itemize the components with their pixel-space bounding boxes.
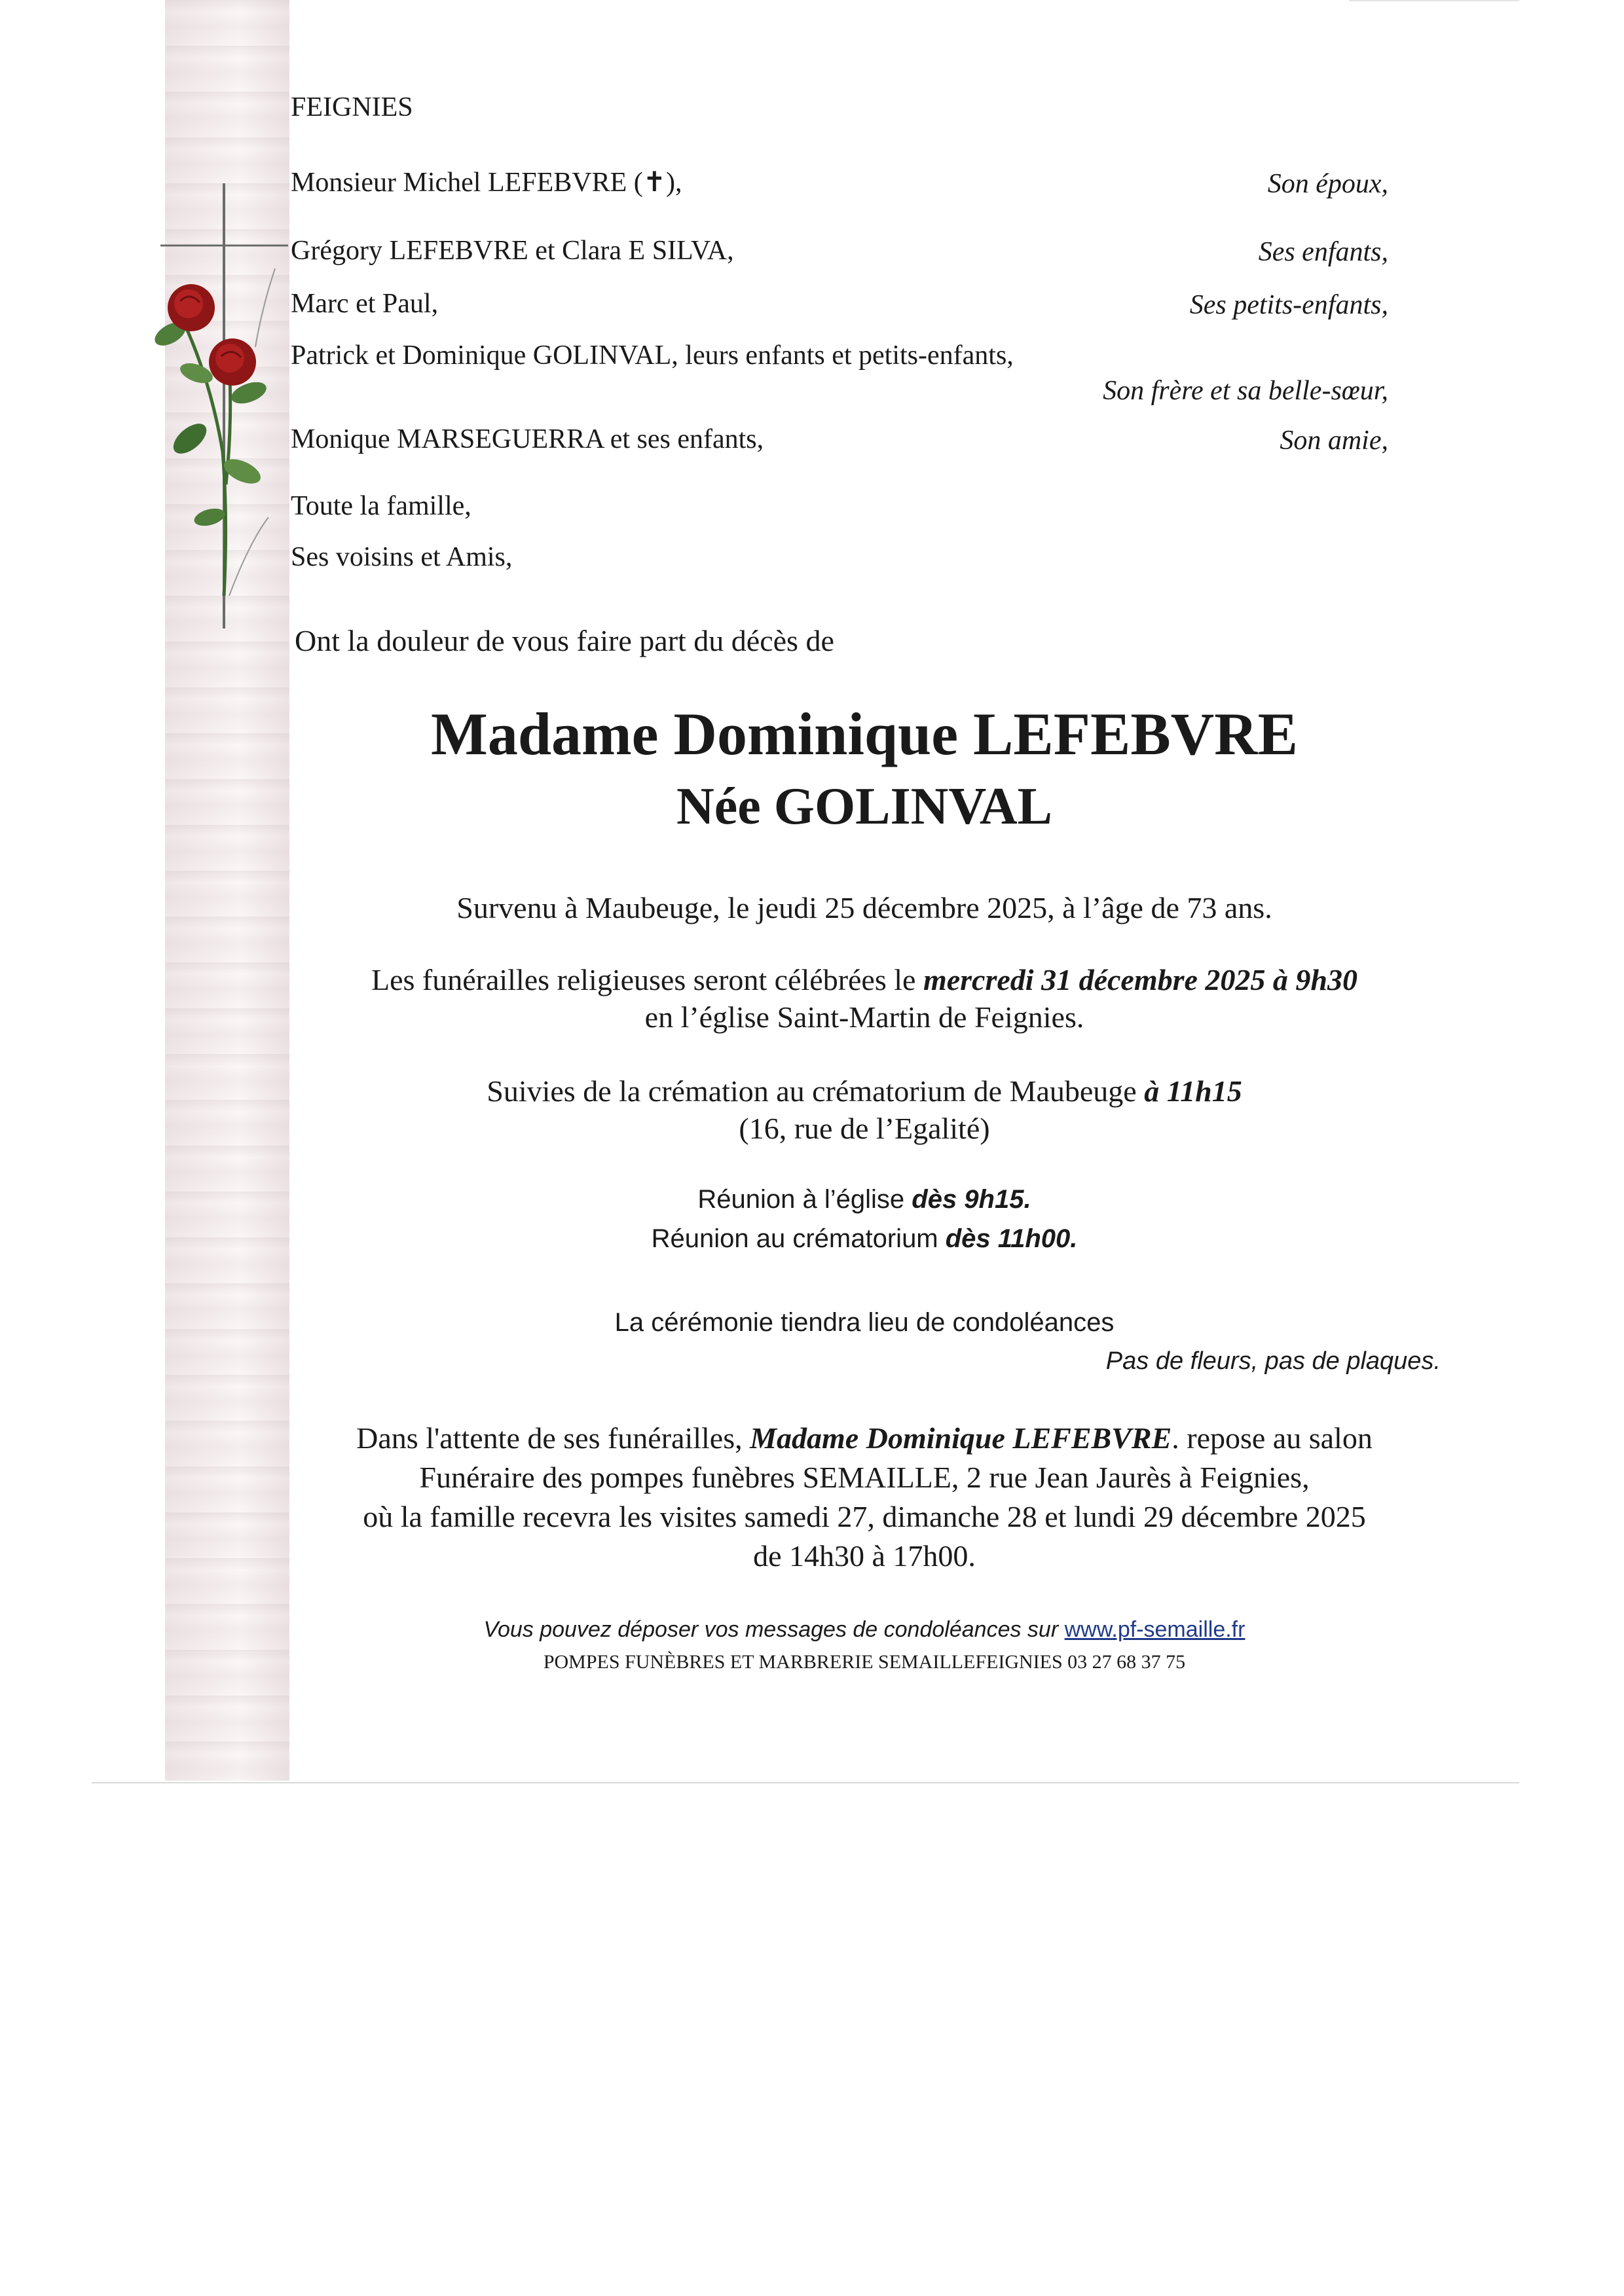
divider	[1349, 0, 1519, 1]
meeting-church	[354, 1185, 1375, 1214]
family-name: Grégory LEFEBVRE et Clara E SILVA,	[291, 236, 734, 266]
deceased-name: Madame Dominique LEFEBVRE	[431, 701, 1298, 767]
cremation-prefix: Suivies de la crémation au crématorium de Maubeuge	[487, 1074, 1145, 1108]
cross-with-roses-icon	[151, 177, 301, 635]
condolences-line	[354, 1617, 1375, 1643]
meeting-prefix: Réunion au crématorium	[651, 1224, 946, 1253]
funeral-prefix: Les funérailles religieuses seront célébrées le	[371, 963, 923, 996]
rest-line-4: de 14h30 à 17h00.	[753, 1539, 976, 1573]
family-name: Patrick et Dominique GOLINVAL, leurs enfants et petits-enfants,	[291, 340, 1014, 371]
family-relation: Son époux,	[1267, 169, 1388, 199]
town-name: FEIGNIES	[291, 92, 413, 122]
family-name: Marc et Paul,	[291, 289, 439, 319]
rest-suffix: . repose au salon	[1172, 1421, 1373, 1455]
rest-line-1	[196, 1421, 1532, 1455]
website-link[interactable]: www.pf-semaille.fr	[1064, 1617, 1246, 1642]
cremation-time: à 11h15	[1144, 1074, 1242, 1108]
meeting-time: dès 11h00.	[945, 1224, 1078, 1253]
meeting-crematorium	[354, 1224, 1375, 1254]
rest-line-2: Funéraire des pompes funèbres SEMAILLE, 2 rue Jean Jaurès à Feignies,	[419, 1461, 1310, 1494]
family-relation: Son frère et sa belle-sœur,	[1103, 376, 1388, 406]
family-name: Monsieur Michel LEFEBVRE (✝),	[291, 168, 682, 198]
family-relation: Ses enfants,	[1258, 237, 1388, 267]
cremation-address: (16, rue de l’Egalité)	[739, 1112, 990, 1145]
company-info: POMPES FUNÈBRES ET MARBRERIE SEMAILLEFEIGNIES 03 27 68 37 75	[543, 1651, 1186, 1673]
meeting-time: dès 9h15.	[912, 1185, 1031, 1214]
family-other: Ses voisins et Amis,	[291, 542, 513, 572]
family-relation: Ses petits-enfants,	[1189, 290, 1388, 320]
family-name: Monique MARSEGUERRA et ses enfants,	[291, 424, 764, 454]
rest-name: Madame Dominique LEFEBVRE	[750, 1421, 1172, 1455]
funeral-line	[236, 962, 1493, 997]
cremation-line	[354, 1074, 1375, 1108]
funeral-date: mercredi 31 décembre 2025 à 9h30	[923, 963, 1357, 996]
divider	[92, 1782, 1519, 1783]
funeral-location: en l’église Saint-Martin de Feignies.	[644, 1000, 1084, 1034]
ceremony-note: La cérémonie tiendra lieu de condoléances	[614, 1308, 1115, 1337]
meeting-prefix: Réunion à l’église	[697, 1185, 912, 1214]
no-flowers-note: Pas de fleurs, pas de plaques.	[1105, 1347, 1441, 1375]
rest-prefix: Dans l'attente de ses funérailles,	[356, 1421, 750, 1455]
condolences-prefix: Vous pouvez déposer vos messages de condoléances sur	[483, 1617, 1065, 1642]
rest-line-3: où la famille recevra les visites samedi 27, dimanche 28 et lundi 29 décembre 2025	[363, 1500, 1366, 1533]
death-info: Survenu à Maubeuge, le jeudi 25 décembre 2025, à l’âge de 73 ans.	[456, 891, 1272, 924]
family-relation: Son amie,	[1280, 426, 1388, 456]
announcement-intro: Ont la douleur de vous faire part du décès de	[295, 624, 834, 657]
deceased-birth-name: Née GOLINVAL	[676, 778, 1053, 835]
family-other: Toute la famille,	[291, 491, 471, 521]
